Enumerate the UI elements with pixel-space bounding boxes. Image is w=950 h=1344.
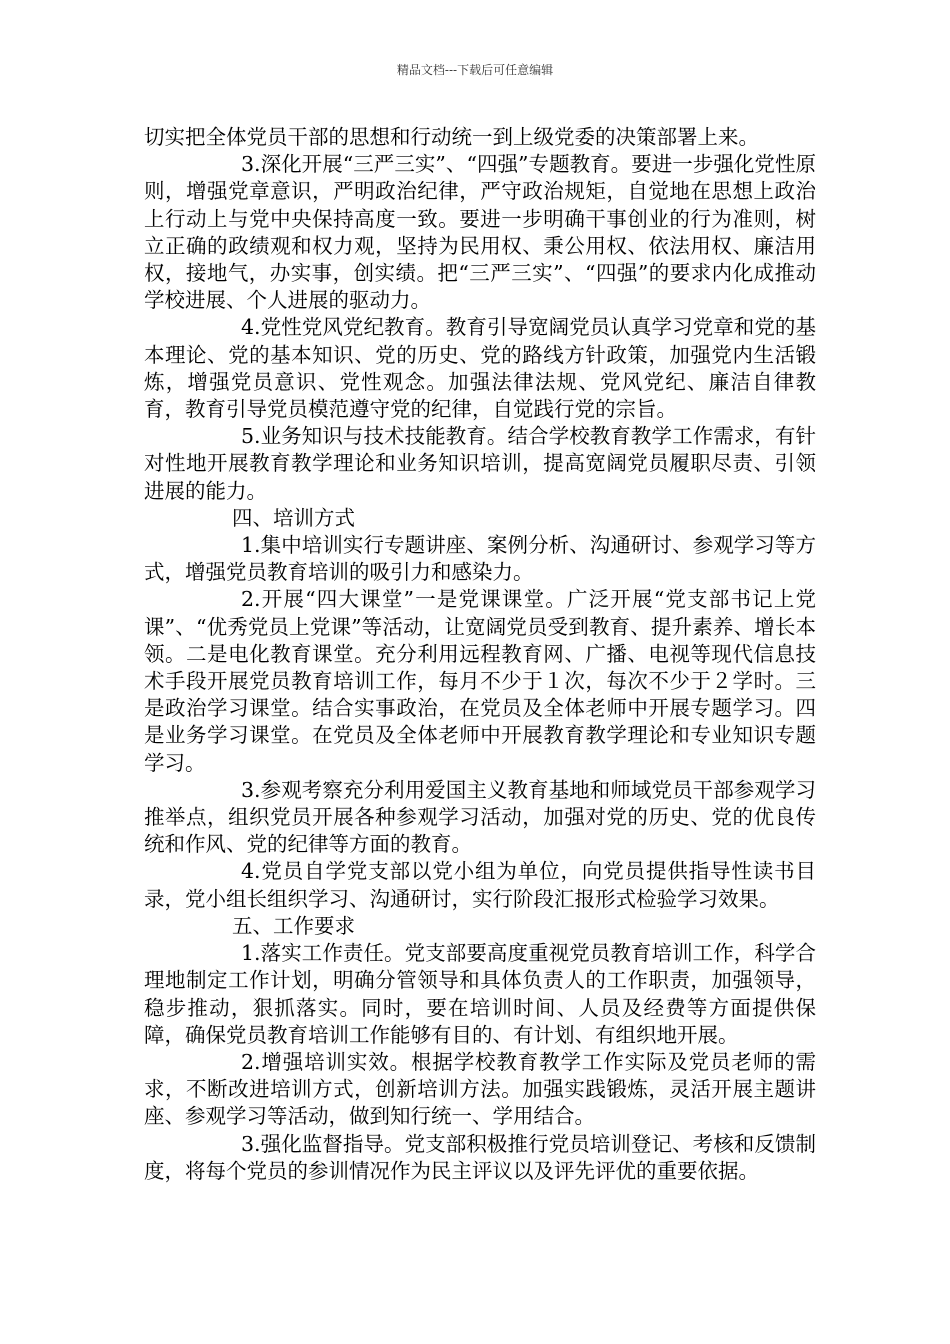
paragraph: 3.强化监督指导。党支部积极推行党员培训登记、考核和反馈制度，将每个党员的参训情况作为民主评议以及评先评优的重要依据。 bbox=[144, 1131, 816, 1183]
paragraph: 1.落实工作责任。党支部要高度重视党员教育培训工作，科学合理地制定工作计划，明确分管领导和具体负责人的工作职责，加强领导，稳步推动，狠抓落实。同时，要在培训时间、人员及经费等方面提供保障，确保党员教育培训工作能够有目的、有计划、有组织地开展。 bbox=[144, 941, 816, 1047]
paragraph: 4.党员自学党支部以党小组为单位，向党员提供指导性读书目录，党小组长组织学习、沟通研讨，实行阶段汇报形式检验学习效果。 bbox=[144, 859, 816, 911]
paragraph: 5.业务知识与技术技能教育。结合学校教育教学工作需求，有针对性地开展教育教学理论和业务知识培训，提高宽阔党员履职尽责、引领进展的能力。 bbox=[144, 424, 816, 503]
paragraph: 2.增强培训实效。根据学校教育教学工作实际及党员老师的需求，不断改进培训方式，创新培训方法。加强实践锻炼，灵活开展主题讲座、参观学习等活动，做到知行统一、学用结合。 bbox=[144, 1049, 816, 1129]
paragraph: 3.参观考察充分利用爱国主义教育基地和师域党员干部参观学习推举点，组织党员开展各种参观学习活动，加强对党的历史、党的优良传统和作风、党的纪律等方面的教育。 bbox=[144, 777, 816, 857]
paragraph: 切实把全体党员干部的思想和行动统一到上级党委的决策部署上来。 bbox=[144, 125, 759, 149]
paragraph: 2.开展“四大课堂”一是党课课堂。广泛开展“党支部书记上党课”、“优秀党员上党课”等活动，让宽阔党员受到教育、提升素养、增长本领。二是电化教育课堂。充分利用远程教育网、广播、电视等现代信息技术手段开展党员教育培训工作，每月不少于１次，每次不少于２学时。三是政治学习课堂。结合实事政治，在党员及全体老师中开展专题学习。四是业务学习课堂。在党员及全体老师中开展教育教学理论和专业知识专题学习。 bbox=[144, 587, 816, 775]
section-heading: 五、工作要求 bbox=[232, 913, 355, 938]
section-heading: 四、培训方式 bbox=[232, 505, 355, 530]
document-body bbox=[144, 124, 816, 1185]
page-header: 精品文档---下载后可任意编辑 bbox=[396, 63, 554, 77]
paragraph: 1.集中培训实行专题讲座、案例分析、沟通研讨、参观学习等方式，增强党员教育培训的吸引力和感染力。 bbox=[144, 533, 816, 585]
paragraph: 4.党性党风党纪教育。教育引导宽阔党员认真学习党章和党的基本理论、党的基本知识、党的历史、党的路线方针政策，加强党内生活锻炼，增强党员意识、党性观念。加强法律法规、党风党纪、廉洁自律教育，教育引导党员模范遵守党的纪律，自觉践行党的宗旨。 bbox=[144, 315, 816, 422]
paragraph: 3.深化开展“三严三实”、“四强”专题教育。要进一步强化党性原则，增强党章意识，严明政治纪律，严守政治规矩，自觉地在思想上政治上行动上与党中央保持高度一致。要进一步明确干事创业的行为准则，树立正确的政绩观和权力观，坚持为民用权、秉公用权、依法用权、廉洁用权，接地气，办实事，创实绩。把“三严三实”、“四强”的要求内化成推动学校进展、个人进展的驱动力。 bbox=[144, 152, 816, 313]
